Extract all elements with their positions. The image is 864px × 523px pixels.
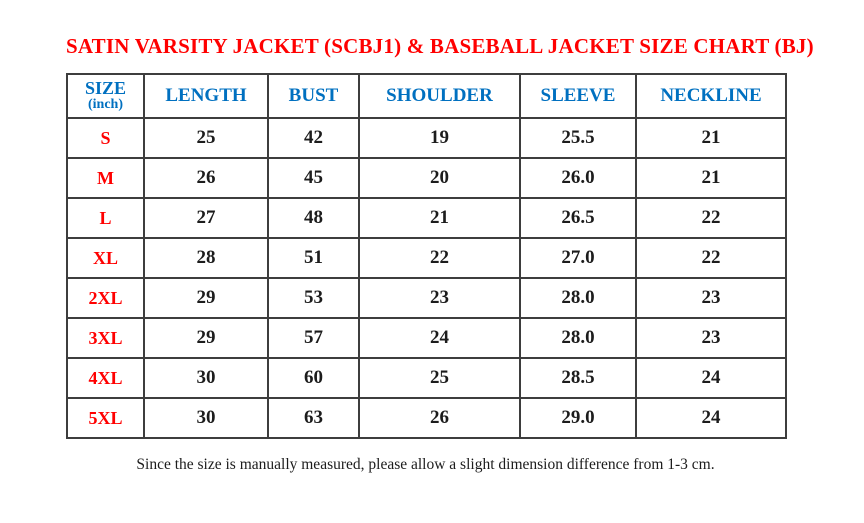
neckline-cell: 21 — [636, 158, 786, 198]
neckline-cell: 23 — [636, 318, 786, 358]
sleeve-cell: 27.0 — [520, 238, 636, 278]
sleeve-cell: 28.5 — [520, 358, 636, 398]
length-cell: 30 — [144, 358, 268, 398]
size-row-l — [67, 198, 786, 238]
size-header-label: SIZE — [84, 78, 127, 99]
bust-cell: 51 — [268, 238, 359, 278]
column-header-neckline: NECKLINE — [636, 74, 786, 118]
size-header-unit: (inch) — [88, 97, 123, 113]
bust-cell: 60 — [268, 358, 359, 398]
neckline-cell: 24 — [636, 398, 786, 438]
neckline-cell: 22 — [636, 238, 786, 278]
size-cell: S — [67, 118, 144, 158]
sleeve-cell: 25.5 — [520, 118, 636, 158]
shoulder-cell: 21 — [359, 198, 520, 238]
shoulder-cell: 19 — [359, 118, 520, 158]
sleeve-cell: 26.5 — [520, 198, 636, 238]
size-row-s — [67, 118, 786, 158]
size-cell: L — [67, 198, 144, 238]
shoulder-cell: 26 — [359, 398, 520, 438]
sleeve-cell: 26.0 — [520, 158, 636, 198]
length-cell: 29 — [144, 278, 268, 318]
neckline-cell: 22 — [636, 198, 786, 238]
table-body — [67, 118, 786, 438]
bust-cell: 53 — [268, 278, 359, 318]
table-header — [67, 74, 786, 118]
size-cell: 5XL — [67, 398, 144, 438]
bust-cell: 57 — [268, 318, 359, 358]
size-row-4xl — [67, 358, 786, 398]
column-header-sleeve: SLEEVE — [520, 74, 636, 118]
size-row-3xl — [67, 318, 786, 358]
bust-cell: 45 — [268, 158, 359, 198]
bust-cell: 42 — [268, 118, 359, 158]
neckline-cell: 24 — [636, 358, 786, 398]
length-cell: 26 — [144, 158, 268, 198]
size-cell: M — [67, 158, 144, 198]
length-cell: 27 — [144, 198, 268, 238]
shoulder-cell: 20 — [359, 158, 520, 198]
size-cell: 4XL — [67, 358, 144, 398]
size-chart-table — [66, 73, 787, 439]
length-cell: 28 — [144, 238, 268, 278]
sleeve-cell: 28.0 — [520, 278, 636, 318]
header-row — [67, 74, 786, 118]
measurement-note: Since the size is manually measured, please allow a slight dimension difference from 1-3 cm. — [136, 456, 715, 473]
sleeve-cell: 28.0 — [520, 318, 636, 358]
length-cell: 29 — [144, 318, 268, 358]
column-header-length: LENGTH — [144, 74, 268, 118]
neckline-cell: 23 — [636, 278, 786, 318]
length-cell: 25 — [144, 118, 268, 158]
size-cell: 2XL — [67, 278, 144, 318]
bust-cell: 48 — [268, 198, 359, 238]
shoulder-cell: 22 — [359, 238, 520, 278]
size-cell: XL — [67, 238, 144, 278]
size-row-5xl — [67, 398, 786, 438]
size-row-m — [67, 158, 786, 198]
column-header-shoulder: SHOULDER — [359, 74, 520, 118]
bust-cell: 63 — [268, 398, 359, 438]
column-header-size — [67, 74, 144, 118]
column-header-bust: BUST — [268, 74, 359, 118]
document-content — [66, 0, 814, 474]
length-cell: 30 — [144, 398, 268, 438]
shoulder-cell: 23 — [359, 278, 520, 318]
size-row-xl — [67, 238, 786, 278]
neckline-cell: 21 — [636, 118, 786, 158]
page-title: SATIN VARSITY JACKET (SCBJ1) & BASEBALL JACKET SIZE CHART (BJ) — [66, 34, 814, 58]
size-cell: 3XL — [67, 318, 144, 358]
size-row-2xl — [67, 278, 786, 318]
sleeve-cell: 29.0 — [520, 398, 636, 438]
shoulder-cell: 25 — [359, 358, 520, 398]
shoulder-cell: 24 — [359, 318, 520, 358]
